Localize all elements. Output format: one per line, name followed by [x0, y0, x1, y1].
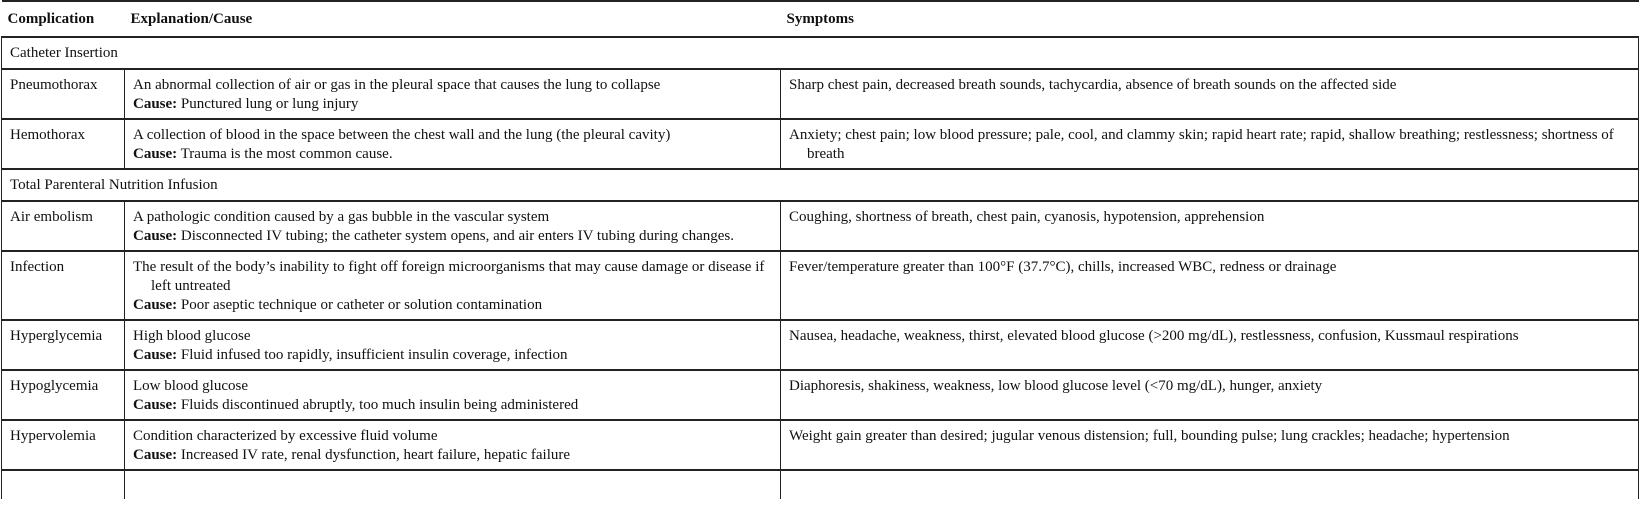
header-explanation: Explanation/Cause — [125, 1, 781, 37]
explanation-text: A pathologic condition caused by a gas bubble in the vascular system — [133, 209, 550, 225]
cause-line — [133, 145, 772, 164]
symptoms-cell — [781, 420, 1639, 470]
cause-text: Disconnected IV tubing; the catheter system opens, and air enters IV tubing during changes. — [180, 228, 734, 244]
cause-label: Cause: — [133, 347, 178, 363]
section-title: Catheter Insertion — [2, 37, 1639, 69]
cause-label: Cause: — [133, 96, 178, 112]
explanation-cell — [125, 251, 781, 320]
table-row — [2, 420, 1639, 470]
cause-line — [133, 446, 772, 465]
table-row — [2, 370, 1639, 420]
cause-text: Fluids discontinued abruptly, too much insulin being administered — [180, 397, 579, 413]
table-row — [2, 69, 1639, 119]
cause-text: Fluid infused too rapidly, insufficient insulin coverage, infection — [180, 347, 568, 363]
empty-cell — [2, 470, 125, 499]
complication-cell: Hypoglycemia — [2, 370, 125, 420]
symptoms-cell — [781, 201, 1639, 251]
explanation-text: The result of the body’s inability to fight off foreign microorganisms that may cause damage or disease if left untreated — [133, 259, 765, 294]
empty-row — [2, 470, 1639, 499]
cause-label: Cause: — [133, 297, 178, 313]
cause-label: Cause: — [133, 228, 178, 244]
complication-cell: Pneumothorax — [2, 69, 125, 119]
cause-line — [133, 346, 772, 365]
cause-text: Increased IV rate, renal dysfunction, heart failure, hepatic failure — [180, 447, 571, 463]
header-symptoms: Symptoms — [781, 1, 1639, 37]
symptoms-text: Coughing, shortness of breath, chest pain, cyanosis, hypotension, apprehension — [789, 209, 1265, 225]
explanation-cell — [125, 119, 781, 169]
cause-label: Cause: — [133, 146, 178, 162]
empty-cell — [125, 470, 781, 499]
header-complication: Complication — [2, 1, 125, 37]
explanation-text: High blood glucose — [133, 328, 251, 344]
explanation-cell — [125, 320, 781, 370]
cause-label: Cause: — [133, 397, 178, 413]
complication-cell: Infection — [2, 251, 125, 320]
symptoms-cell — [781, 119, 1639, 169]
explanation-text: Condition characterized by excessive fluid volume — [133, 428, 438, 444]
cause-line — [133, 396, 772, 415]
complication-cell: Hypervolemia — [2, 420, 125, 470]
table-row — [2, 119, 1639, 169]
explanation-text: Low blood glucose — [133, 378, 248, 394]
complication-cell: Hyperglycemia — [2, 320, 125, 370]
empty-cell — [781, 470, 1639, 499]
cause-text: Poor aseptic technique or catheter or solution contamination — [180, 297, 543, 313]
section-row — [2, 169, 1639, 201]
explanation-cell — [125, 201, 781, 251]
cause-label: Cause: — [133, 447, 178, 463]
section-title: Total Parenteral Nutrition Infusion — [2, 169, 1639, 201]
symptoms-cell — [781, 370, 1639, 420]
cause-text: Trauma is the most common cause. — [180, 146, 393, 162]
table-row — [2, 201, 1639, 251]
explanation-cell — [125, 69, 781, 119]
cause-line — [133, 296, 772, 315]
symptoms-text: Anxiety; chest pain; low blood pressure; pale, cool, and clammy skin; rapid heart rate; rapid, shallow breathing; restlessness; shortness of breath — [789, 127, 1614, 162]
symptoms-text: Sharp chest pain, decreased breath sounds, tachycardia, absence of breath sounds on the affected side — [789, 77, 1397, 93]
explanation-cell — [125, 420, 781, 470]
cause-line — [133, 95, 772, 114]
header-row — [2, 1, 1639, 37]
symptoms-text: Fever/temperature greater than 100°F (37.7°C), chills, increased WBC, redness or drainage — [789, 259, 1337, 275]
symptoms-cell — [781, 251, 1639, 320]
table-row — [2, 320, 1639, 370]
symptoms-cell — [781, 69, 1639, 119]
symptoms-text: Weight gain greater than desired; jugular venous distension; full, bounding pulse; lung crackles; headache; hypertension — [789, 428, 1510, 444]
explanation-text: A collection of blood in the space between the chest wall and the lung (the pleural cavity) — [133, 127, 671, 143]
symptoms-text: Nausea, headache, weakness, thirst, elevated blood glucose (>200 mg/dL), restlessness, confusion, Kussmaul respirations — [789, 328, 1519, 344]
complication-cell: Air embolism — [2, 201, 125, 251]
table-row — [2, 251, 1639, 320]
complication-cell: Hemothorax — [2, 119, 125, 169]
symptoms-cell — [781, 320, 1639, 370]
complications-table — [1, 0, 1639, 499]
section-row — [2, 37, 1639, 69]
cause-text: Punctured lung or lung injury — [180, 96, 359, 112]
symptoms-text: Diaphoresis, shakiness, weakness, low blood glucose level (<70 mg/dL), hunger, anxiety — [789, 378, 1323, 394]
explanation-cell — [125, 370, 781, 420]
explanation-text: An abnormal collection of air or gas in the pleural space that causes the lung to collapse — [133, 77, 661, 93]
cause-line — [133, 227, 772, 246]
